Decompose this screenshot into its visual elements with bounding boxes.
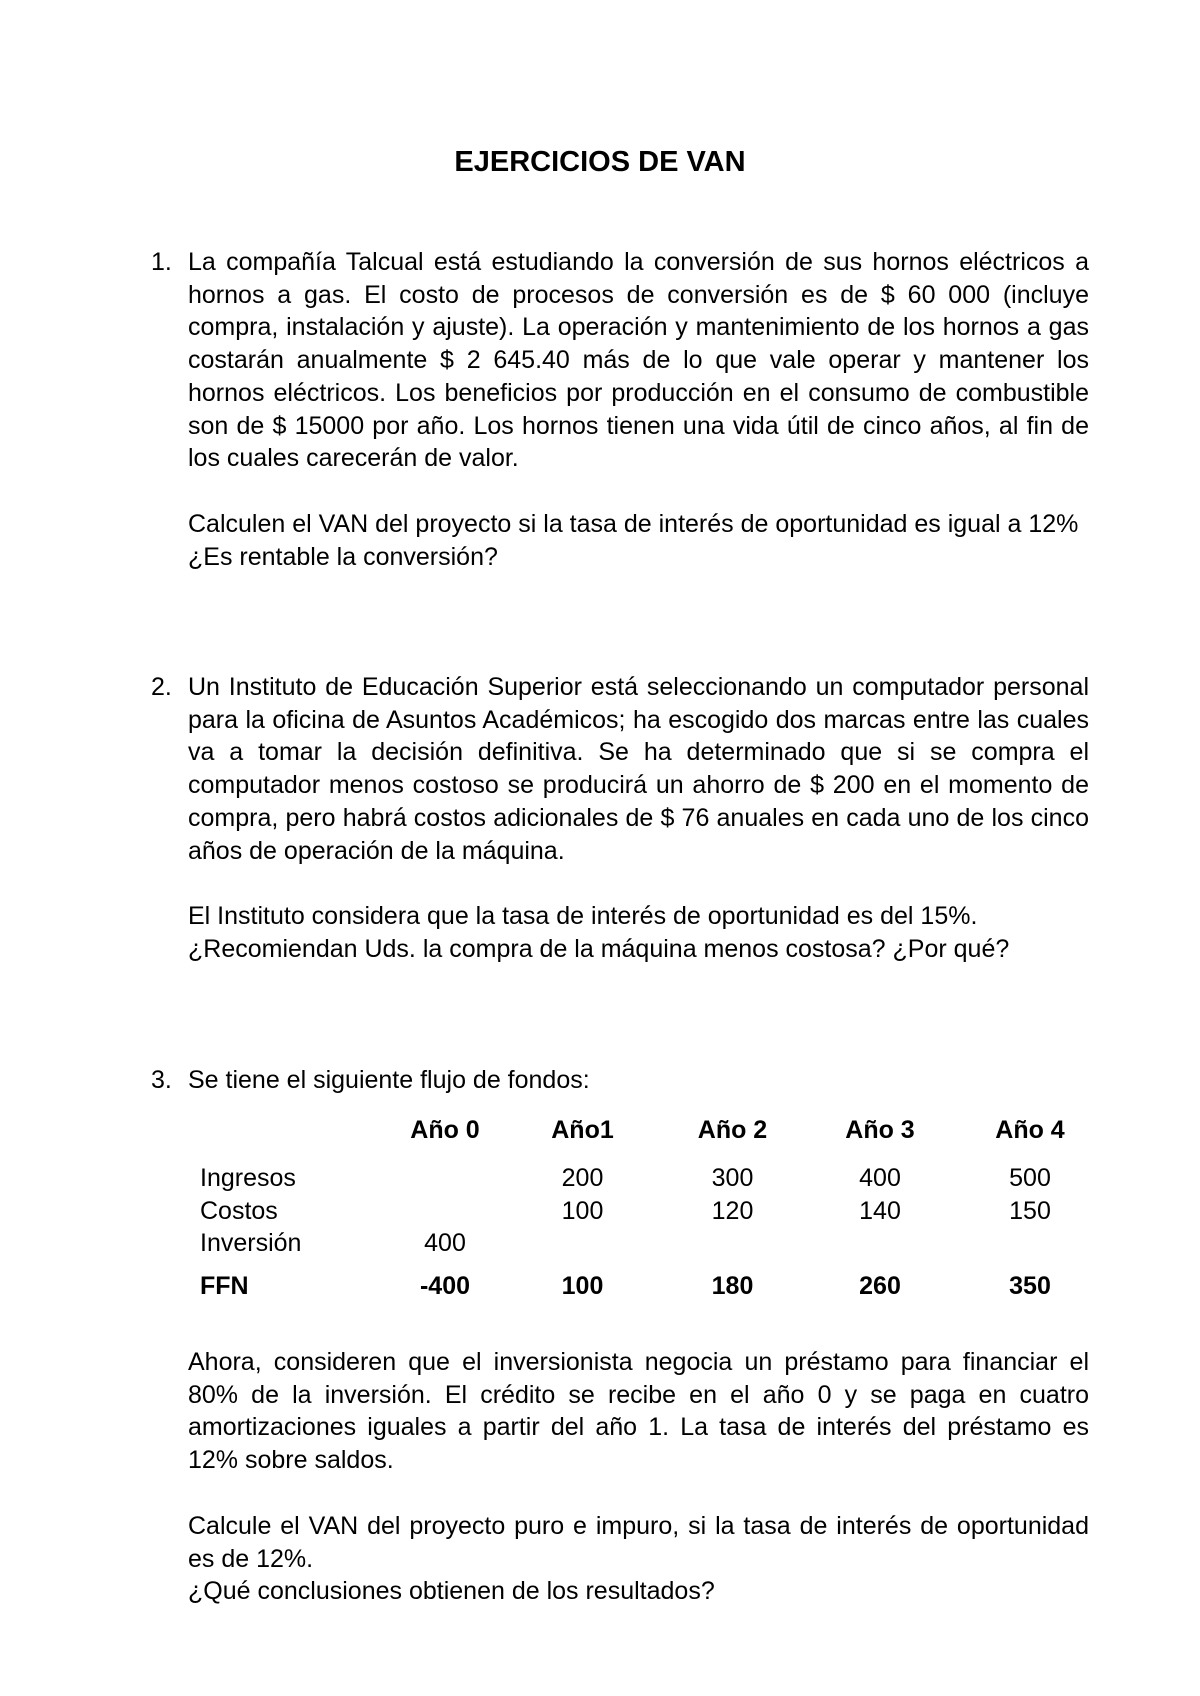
table-cell <box>385 1162 505 1195</box>
row-label: Ingresos <box>200 1164 296 1192</box>
table-cell: 200 <box>561 1164 604 1192</box>
row-label: Inversión <box>200 1229 302 1257</box>
table-cell: 120 <box>711 1196 754 1225</box>
table-header: Año 0 <box>410 1116 480 1144</box>
table-header: Año 4 <box>995 1116 1065 1144</box>
table-cell: -400 <box>419 1271 471 1300</box>
exercise-3-continued <box>188 1346 1089 1608</box>
table-header: Año1 <box>551 1116 614 1144</box>
cash-flow-table <box>188 1114 1105 1302</box>
table-cell: 500 <box>1009 1164 1051 1192</box>
row-label: Costos <box>200 1196 278 1225</box>
table-cell: 400 <box>424 1229 466 1257</box>
exercise-1-question-2: ¿Es rentable la conversión? <box>188 542 498 571</box>
table-row <box>188 1227 1105 1260</box>
table-header <box>188 1114 385 1162</box>
table-cell: 260 <box>859 1271 901 1300</box>
exercise-3-text: Ahora, consideren que el inversionista negocia un préstamo para financiar el 80% de la inversión. El crédito se recibe en el año 0 y se paga en cuatro amortizaciones iguales a partir del año 1. La tasa de interés del préstamo es 12% sobre saldos. <box>188 1348 1089 1475</box>
table-row-ffn <box>188 1260 1105 1303</box>
table-cell: 400 <box>859 1164 901 1192</box>
exercise-2-text: Un Instituto de Educación Superior está seleccionando un computador personal para la oficina de Asuntos Académicos; ha escogido dos marcas entre las cuales va a tomar la decisión definitiva. Se ha determinado que si se compra el computador menos costoso se producirá un ahorro de $ 200 en el momento de compra, pero habrá costos adicionales de $ 76 anuales en cada uno de los cinco años de operación de la máquina. <box>188 673 1089 865</box>
table-cell <box>660 1227 805 1260</box>
table-cell <box>955 1227 1105 1260</box>
exercise-3-number: 3. <box>151 1066 172 1094</box>
exercise-3-question-2: ¿Qué conclusiones obtienen de los resultados? <box>188 1577 715 1606</box>
exercise-2-number: 2. <box>151 673 172 701</box>
table-header: Año 3 <box>845 1116 915 1144</box>
table-cell: 100 <box>561 1196 604 1225</box>
exercise-2 <box>151 671 1089 966</box>
table-cell: 140 <box>859 1196 901 1225</box>
exercise-3-intro: Se tiene el siguiente flujo de fondos: <box>188 1066 590 1094</box>
exercise-1-question-1: Calculen el VAN del proyecto si la tasa de interés de oportunidad es igual a 12% <box>188 509 1079 538</box>
table-cell <box>385 1195 505 1228</box>
exercise-2-question-2: ¿Recomiendan Uds. la compra de la máquina menos costosa? ¿Por qué? <box>188 934 1010 963</box>
table-cell: 300 <box>711 1164 754 1192</box>
table-cell: 180 <box>711 1271 754 1300</box>
table-row <box>188 1162 1105 1195</box>
table-header-row <box>188 1114 1105 1162</box>
exercise-3 <box>151 1064 1089 1097</box>
exercise-1-text: La compañía Talcual está estudiando la conversión de sus hornos eléctricos a hornos a gas. El costo de procesos de conversión es de $ 60 000 (incluye compra, instalación y ajuste). La operación y mantenimiento de los hornos a gas costarán anualmente $ 2 645.40 más de lo que vale operar y mantener los hornos eléctricos. Los beneficios por producción en el consumo de combustible son de $ 15000 por año. Los hornos tienen una vida útil de cinco años, al fin de los cuales carecerán de valor. <box>188 248 1089 473</box>
table-header: Año 2 <box>697 1116 768 1144</box>
table-cell: 100 <box>561 1271 604 1300</box>
exercise-2-question-1: El Instituto considera que la tasa de interés de oportunidad es del 15%. <box>188 902 978 931</box>
exercise-3-question-1: Calcule el VAN del proyecto puro e impuro, si la tasa de interés de oportunidad es de 12%. <box>188 1511 1089 1573</box>
table-cell <box>505 1227 660 1260</box>
row-label: FFN <box>200 1271 249 1300</box>
exercise-1 <box>151 246 1089 573</box>
document-title: EJERCICIOS DE VAN <box>454 146 746 178</box>
table-cell: 150 <box>1009 1196 1051 1225</box>
table-cell <box>805 1227 955 1260</box>
table-row <box>188 1195 1105 1228</box>
exercise-1-number: 1. <box>151 248 172 276</box>
table-cell: 350 <box>1009 1271 1051 1300</box>
